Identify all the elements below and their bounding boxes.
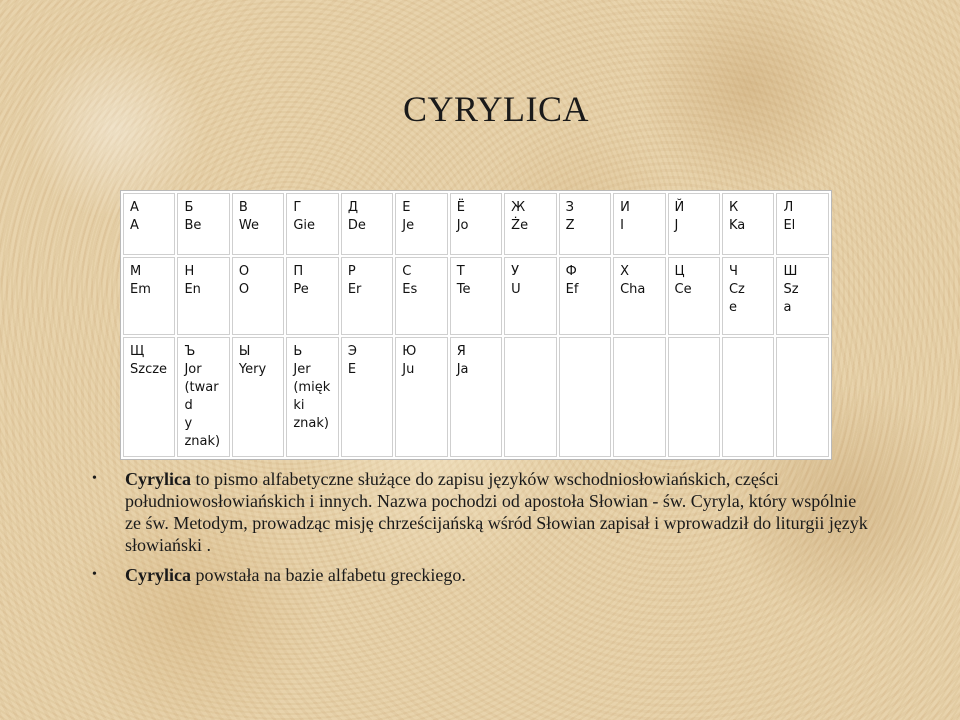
table-cell: Б Be [177, 193, 229, 255]
table-cell: У U [504, 257, 556, 335]
table-cell: И I [613, 193, 665, 255]
bullet-item [92, 468, 872, 556]
table-cell: Д De [341, 193, 393, 255]
table-cell: Я Ja [450, 337, 502, 457]
table-cell: Ю Ju [395, 337, 447, 457]
slide-title: CYRYLICA [402, 89, 590, 129]
table-cell: Ч Cz e [722, 257, 774, 335]
table-cell-empty [776, 337, 829, 457]
bullet-dot-icon: • [92, 471, 97, 486]
table-cell: А A [123, 193, 175, 255]
table-cell: Ж Że [504, 193, 556, 255]
table-cell: Л El [776, 193, 829, 255]
table-cell: Р Er [341, 257, 393, 335]
table-cell: О O [232, 257, 284, 335]
table-row [123, 193, 829, 255]
table-cell: Ъ Jor (tward y znak) [177, 337, 229, 457]
table-cell: Щ Szcze [123, 337, 175, 457]
cyrillic-alphabet-table [120, 190, 832, 460]
table-cell: Ш Sz a [776, 257, 829, 335]
table-cell-empty [722, 337, 774, 457]
table-cell: Н En [177, 257, 229, 335]
table-cell: З Z [559, 193, 611, 255]
table-cell: К Ka [722, 193, 774, 255]
bullet-dot-icon: • [92, 567, 97, 582]
table-cell: Ь Jer (miękki znak) [286, 337, 338, 457]
bullet-text: to pismo alfabetyczne służące do zapisu języków wschodniosłowiańskich, części południowosłowiańskich i innych. Nazwa pochodzi od apostoła Słowian - św. Cyryla, który wspólnie ze św. Metodym, prowadząc misję chrześcijańską wśród Słowian zapisał i wprowadził do liturgii język słowiański . [125, 469, 868, 555]
bullet-bold-term: Cyrylica [125, 469, 191, 489]
table-cell: М Em [123, 257, 175, 335]
table-cell-empty [504, 337, 556, 457]
table-cell-empty [559, 337, 611, 457]
table-cell: Г Gie [286, 193, 338, 255]
table-cell-empty [668, 337, 720, 457]
table-cell: Ц Ce [668, 257, 720, 335]
table-cell: П Pe [286, 257, 338, 335]
table-row [123, 337, 829, 457]
bullet-bold-term: Cyrylica [125, 565, 191, 585]
table-cell: Э E [341, 337, 393, 457]
table-cell: Ы Yery [232, 337, 284, 457]
table-cell: В We [232, 193, 284, 255]
table-cell: С Es [395, 257, 447, 335]
bullet-item [92, 564, 872, 586]
table-cell: Ф Ef [559, 257, 611, 335]
table-cell-empty [613, 337, 665, 457]
table-row [123, 257, 829, 335]
bullet-list [92, 468, 872, 594]
table-cell: Т Te [450, 257, 502, 335]
table-cell: Е Je [395, 193, 447, 255]
table-cell: Ё Jo [450, 193, 502, 255]
bullet-text: powstała na bazie alfabetu greckiego. [190, 565, 466, 585]
table-cell: Х Cha [613, 257, 665, 335]
table-cell: Й J [668, 193, 720, 255]
